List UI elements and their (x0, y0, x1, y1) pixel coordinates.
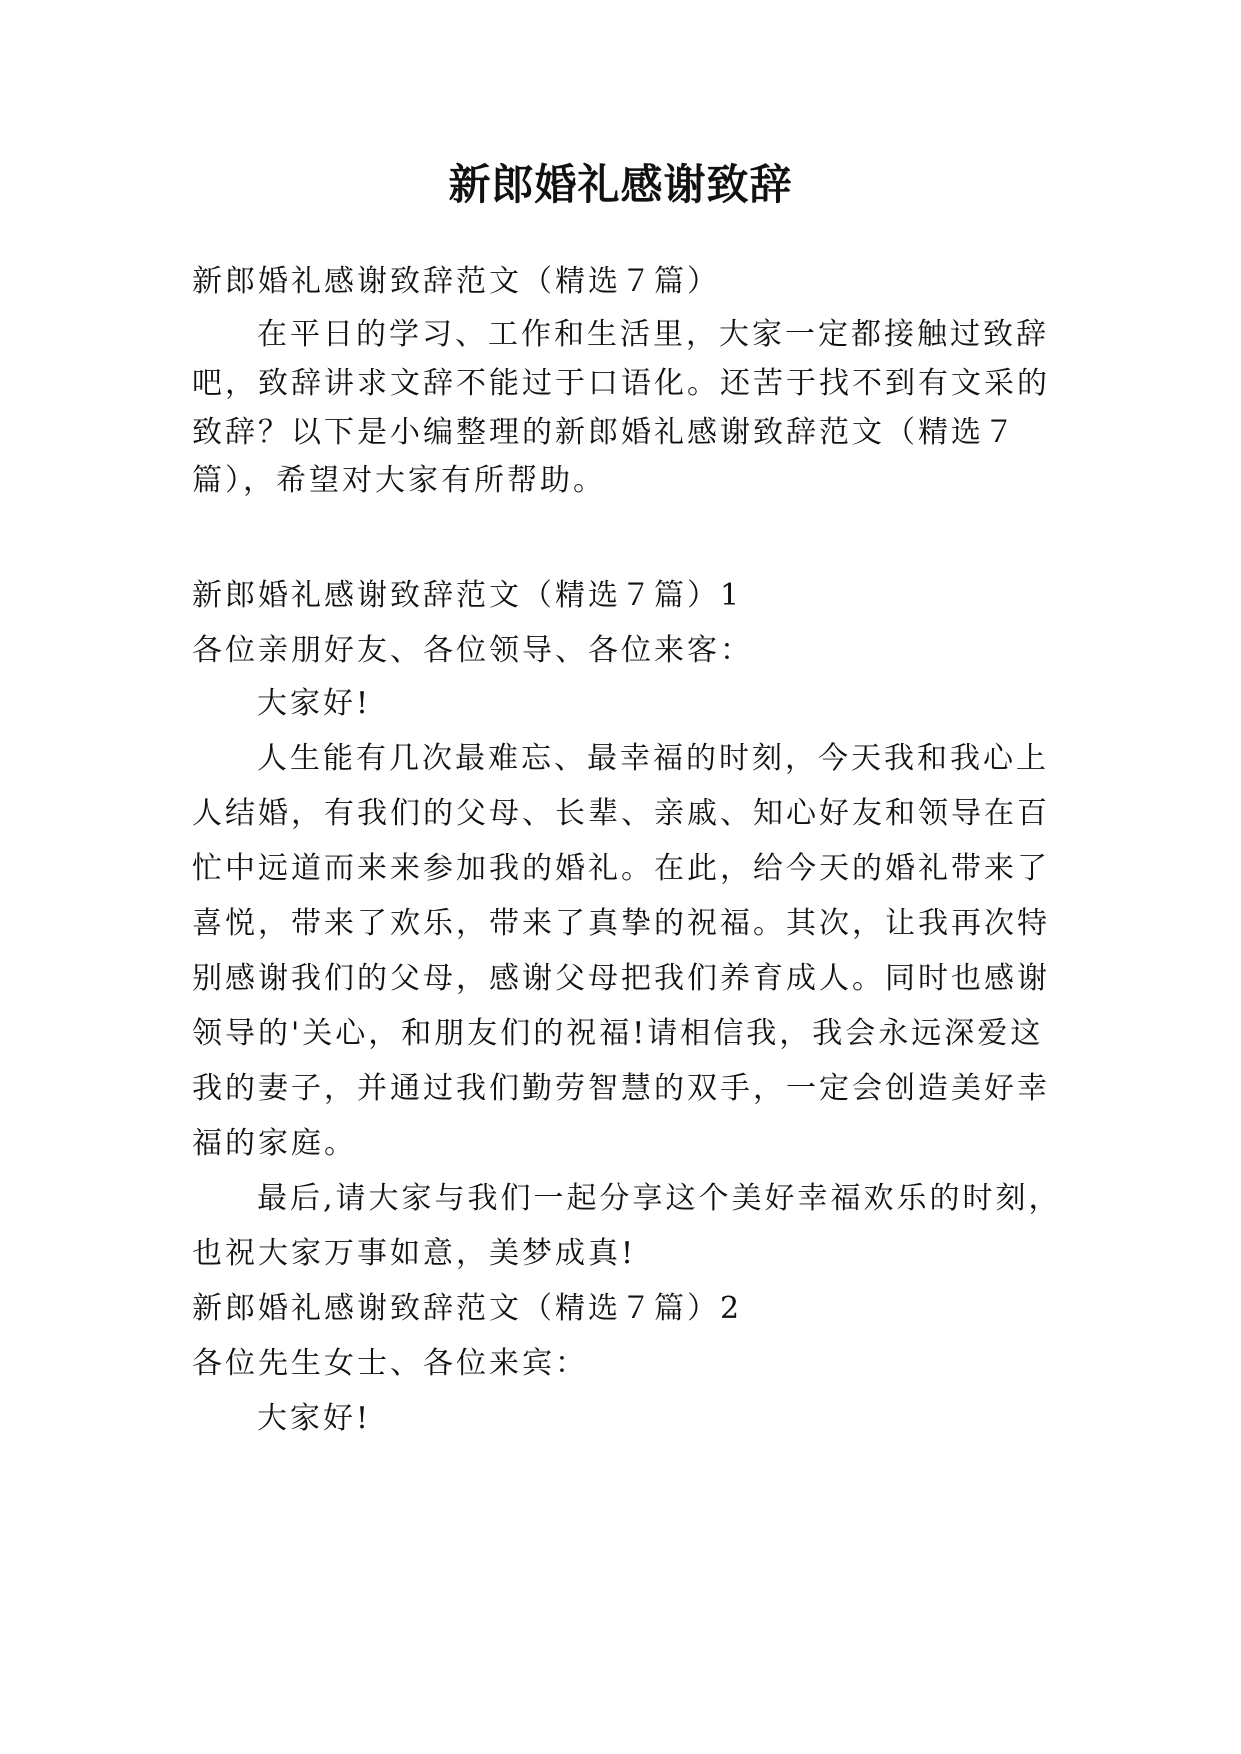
document-subtitle: 新郎婚礼感谢致辞范文（精选７篇） (192, 264, 720, 299)
greeting-2: 大家好! (257, 1401, 372, 1436)
document-title: 新郎婚礼感谢致辞 (448, 160, 793, 209)
section-heading-1: 新郎婚礼感谢致辞范文（精选７篇）1 (192, 578, 743, 613)
body-line: 领导的'关心，和朋友们的祝福!请相信我，我会永远深爱这 (192, 1016, 1044, 1051)
body-line: 人结婚，有我们的父母、长辈、亲戚、知心好友和领导在百 (192, 796, 1050, 831)
section-heading-2: 新郎婚礼感谢致辞范文（精选７篇）2 (192, 1291, 743, 1326)
intro-line: 在平日的学习、工作和生活里，大家一定都接触过致辞 (257, 317, 1049, 352)
body-line: 我的妻子，并通过我们勤劳智慧的双手，一定会创造美好幸 (192, 1071, 1050, 1106)
body-line: 人生能有几次最难忘、最幸福的时刻，今天我和我心上 (257, 741, 1049, 776)
greeting-1: 大家好! (257, 686, 372, 721)
body-line: 福的家庭。 (192, 1126, 357, 1161)
body-line: 喜悦，带来了欢乐，带来了真挚的祝福。其次，让我再次特 (192, 906, 1050, 941)
body-line: 忙中远道而来来参加我的婚礼。在此，给今天的婚礼带来了 (192, 851, 1050, 886)
intro-line: 篇），希望对大家有所帮助。 (192, 463, 606, 498)
intro-line: 吧，致辞讲求文辞不能过于口语化。还苦于找不到有文采的 (192, 366, 1050, 401)
body-line: 别感谢我们的父母，感谢父母把我们养育成人。同时也感谢 (192, 961, 1050, 996)
closing-line: 最后,请大家与我们一起分享这个美好幸福欢乐的时刻， (257, 1181, 1062, 1216)
closing-line: 也祝大家万事如意，美梦成真! (192, 1236, 637, 1271)
salutation-1: 各位亲朋好友、各位领导、各位来客： (192, 633, 753, 668)
intro-line: 致辞？以下是小编整理的新郎婚礼感谢致辞范文（精选７ (192, 415, 1017, 450)
salutation-2: 各位先生女士、各位来宾： (192, 1346, 588, 1381)
